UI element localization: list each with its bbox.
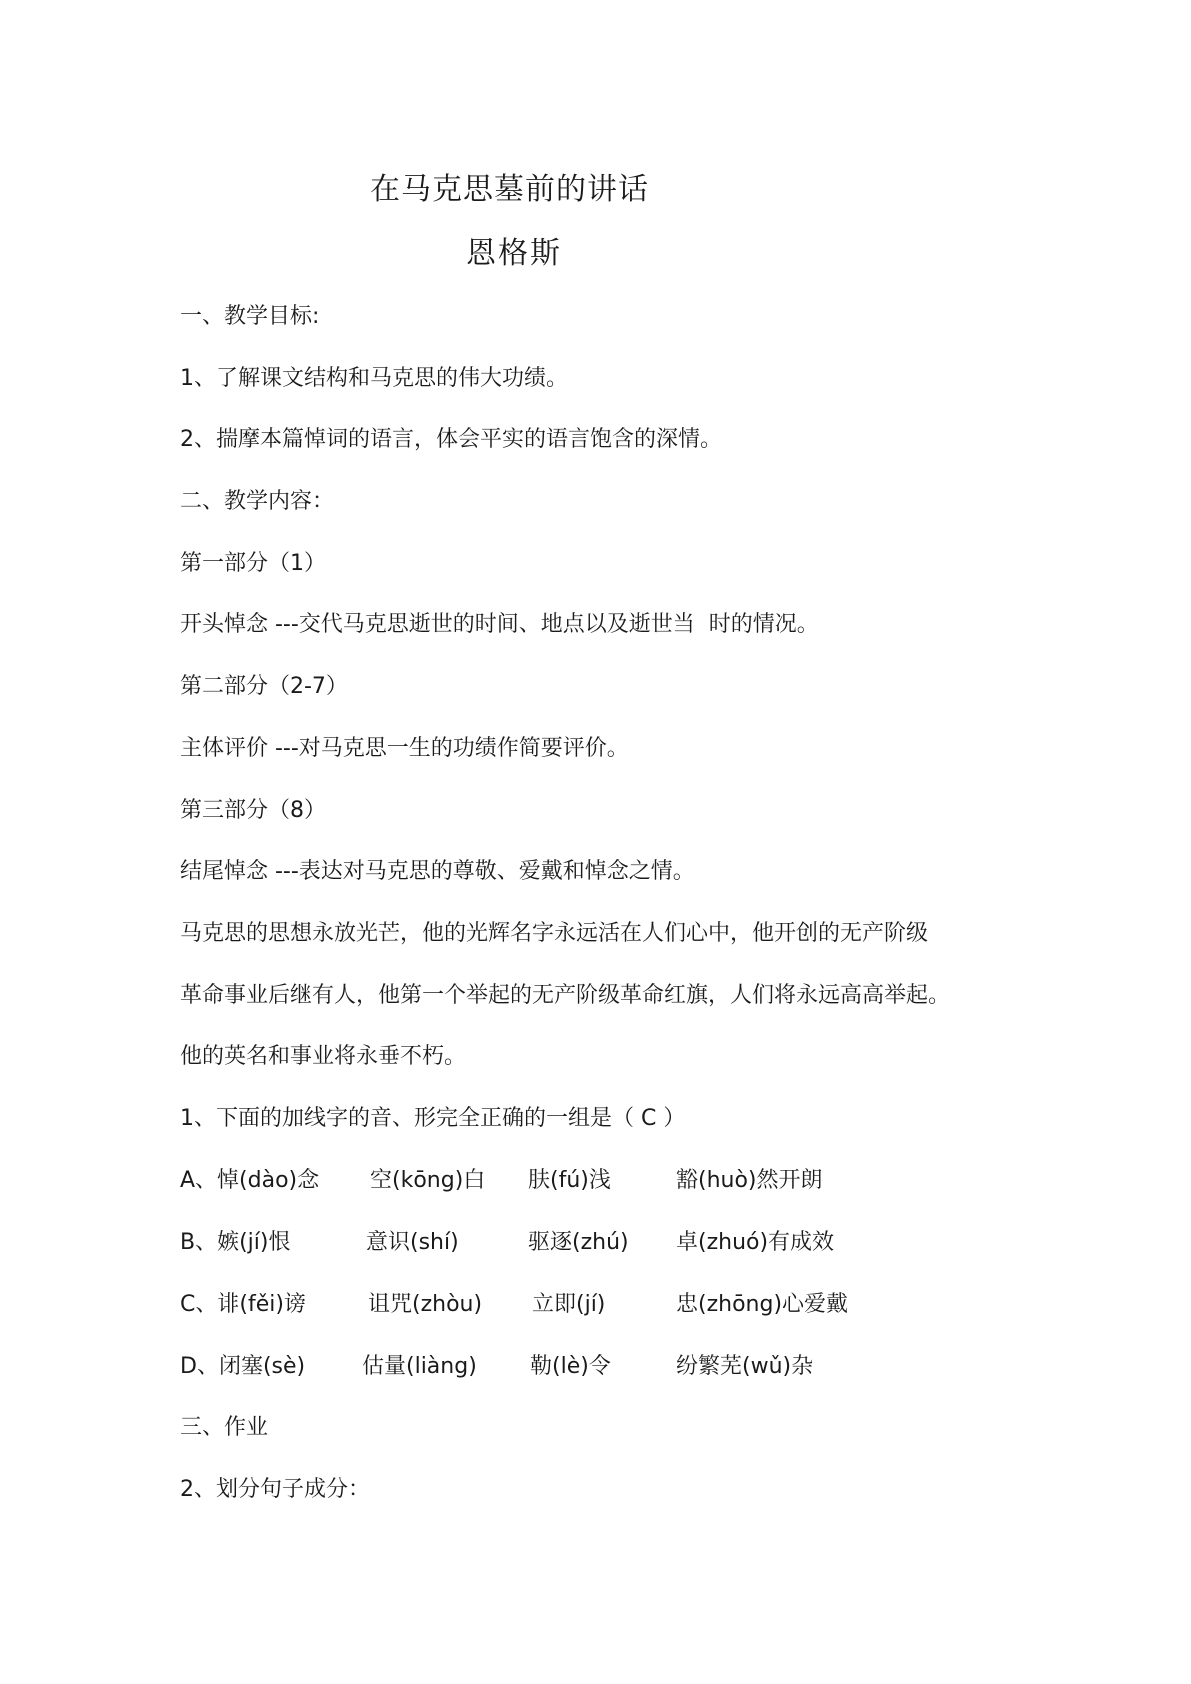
part-label: 第三部分（8） — [180, 798, 326, 823]
option-c-4: 忠(zhōng)心爱戴 — [676, 1292, 849, 1317]
option-c-3: 立即(jí) — [532, 1292, 606, 1317]
objective-item: 1、了解课文结构和马克思的伟大功绩。 — [180, 366, 568, 391]
summary-line: 马克思的思想永放光芒，他的光辉名字永远活在人们心中，他开创的无产阶级 — [180, 921, 929, 946]
objective-item: 2、揣摩本篇悼词的语言，体会平实的语言饱含的深情。 — [180, 427, 722, 452]
part-description: 结尾悼念 ---表达对马克思的尊敬、爱戴和悼念之情。 — [180, 859, 695, 884]
option-a-4: 豁(huò)然开朗 — [676, 1168, 823, 1193]
option-b-2: 意识(shí) — [366, 1230, 459, 1255]
option-d-2: 估量(liàng) — [362, 1354, 477, 1379]
document-author: 恩格斯 — [466, 236, 562, 271]
option-d-1: D、闭塞(sè) — [180, 1354, 306, 1379]
option-b-3: 驱逐(zhú) — [528, 1230, 629, 1255]
homework-item: 2、划分句子成分： — [180, 1477, 370, 1502]
document-title: 在马克思墓前的讲话 — [370, 172, 649, 207]
summary-line: 他的英名和事业将永垂不朽。 — [180, 1044, 467, 1069]
section-heading-objectives: 一、教学目标: — [180, 304, 320, 329]
part-description: 开头悼念 ---交代马克思逝世的时间、地点以及逝世当 时的情况。 — [180, 612, 819, 637]
option-c-1: C、诽(fěi)谤 — [180, 1292, 306, 1317]
option-a-2: 空(kōng)白 — [370, 1168, 486, 1193]
part-label: 第一部分（1） — [180, 551, 326, 576]
question-prompt: 1、下面的加线字的音、形完全正确的一组是（ C ） — [180, 1106, 686, 1131]
option-a-1: A、悼(dào)念 — [180, 1168, 320, 1193]
option-c-2: 诅咒(zhòu) — [368, 1292, 483, 1317]
section-heading-content: 二、教学内容： — [180, 489, 335, 514]
summary-line: 革命事业后继有人，他第一个举起的无产阶级革命红旗，人们将永远高高举起。 — [180, 983, 951, 1008]
option-d-3: 勒(lè)令 — [530, 1354, 611, 1379]
part-description: 主体评价 ---对马克思一生的功绩作简要评价。 — [180, 736, 629, 761]
part-label: 第二部分（2-7） — [180, 674, 348, 699]
option-a-3: 肤(fú)浅 — [528, 1168, 611, 1193]
option-d-4: 纷繁芜(wǔ)杂 — [676, 1354, 814, 1379]
option-b-4: 卓(zhuó)有成效 — [676, 1230, 835, 1255]
option-b-1: B、嫉(jí)恨 — [180, 1230, 291, 1255]
section-heading-homework: 三、作业 — [180, 1415, 269, 1440]
